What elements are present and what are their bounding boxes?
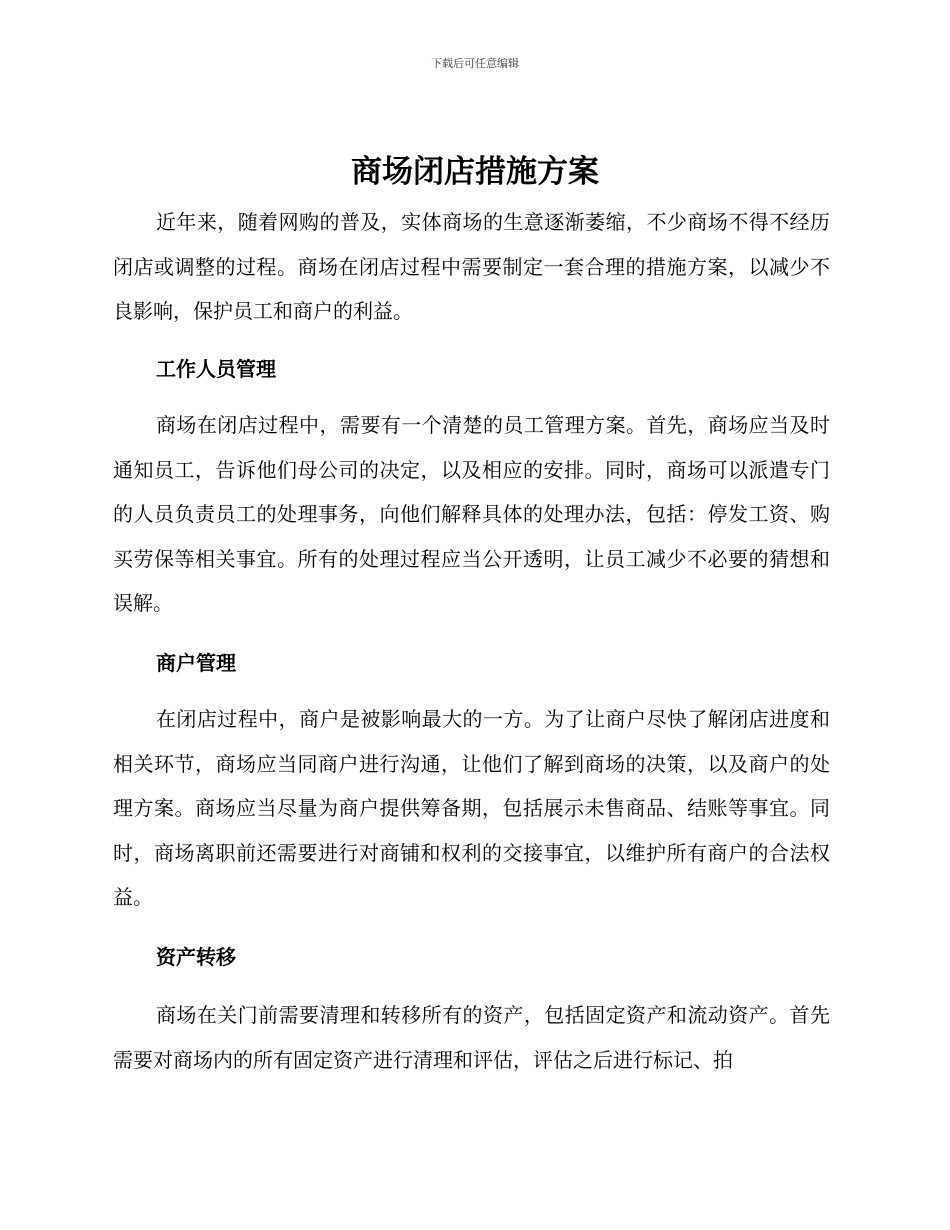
document-title: 商场闭店措施方案 <box>351 154 599 190</box>
section-heading-assets: 资产转移 <box>156 945 236 969</box>
header-note: 下载后可任意编辑 <box>431 57 519 70</box>
section-paragraph-merchants: 在闭店过程中，商户是被影响最大的一方。为了让商户尽快了解闭店进度和相关环节，商场应当同商户进行沟通，让他们了解到商场的决策，以及商户的处理方案。商场应当尽量为商户提供筹备期，包括展示未售商品、结账等事宜。同时，商场离职前还需要进行对商铺和权利的交接事宜，以维护所有商户的合法权益。 <box>113 707 830 909</box>
intro-paragraph: 近年来，随着网购的普及，实体商场的生意逐渐萎缩，不少商场不得不经历闭店或调整的过程。商场在闭店过程中需要制定一套合理的措施方案，以减少不良影响，保护员工和商户的利益。 <box>113 210 830 323</box>
section-paragraph-assets: 商场在关门前需要清理和转移所有的资产，包括固定资产和流动资产。首先需要对商场内的所有固定资产进行清理和评估，评估之后进行标记、拍 <box>113 1003 830 1072</box>
section-heading-merchants: 商户管理 <box>156 651 236 675</box>
section-heading-staff: 工作人员管理 <box>156 357 276 381</box>
section-paragraph-staff: 商场在闭店过程中，需要有一个清楚的员工管理方案。首先，商场应当及时通知员工，告诉他们母公司的决定，以及相应的安排。同时，商场可以派遣专门的人员负责员工的处理事务，向他们解释具体的处理办法，包括：停发工资、购买劳保等相关事宜。所有的处理过程应当公开透明，让员工减少不必要的猜想和误解。 <box>113 413 830 615</box>
